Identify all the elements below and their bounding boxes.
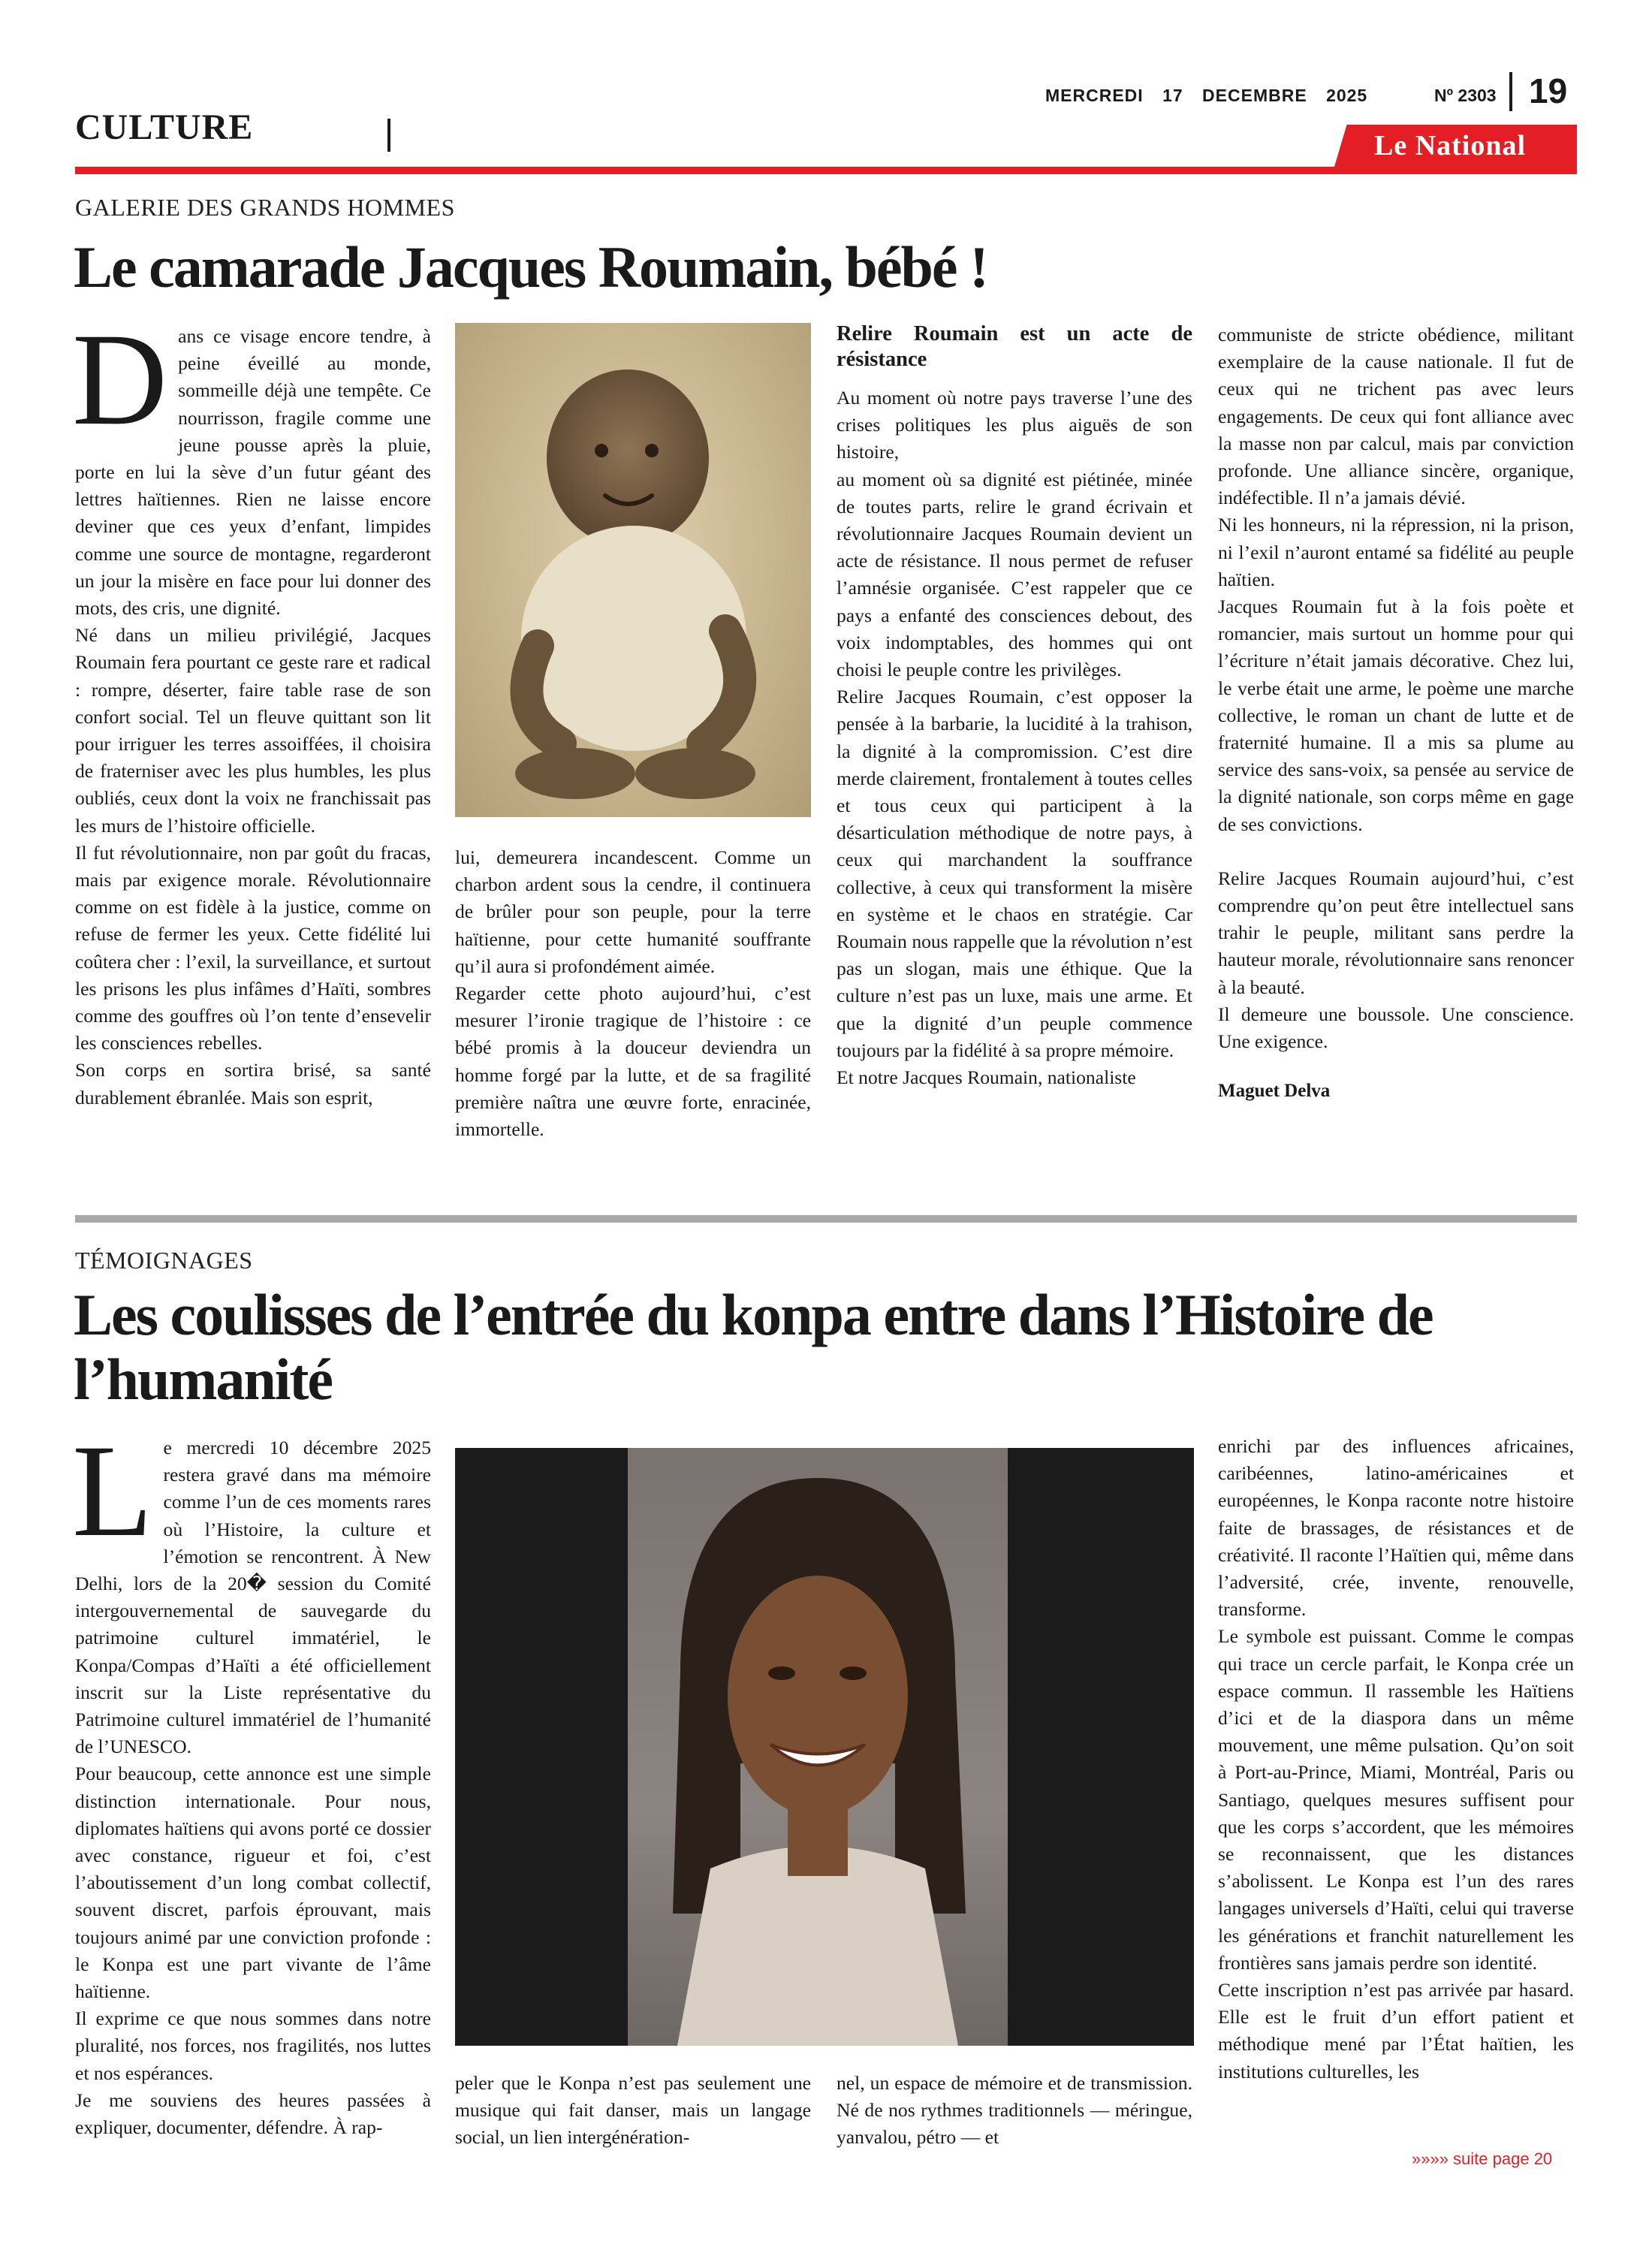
article2-headline <box>74 1283 1575 1412</box>
masthead-logo: Le National <box>1374 130 1527 161</box>
paragraph: Le symbole est puissant. Comme le compas qui trace un cercle parfait, le Konpa crée un espace commun. Il rassemble les Haïtiens d’ici et de la diaspora dans un même mouvement, une même pulsation. Qu’on soit à Port-au-Prince, Miami, Montréal, Paris ou Santiago, quelques mesures suffisent pour que les corps s’accordent, que les mémoires se reconnaissent, que les distances s’abolissent. Le Konpa est l’un des rares langages universels d’Haïti, celui qui traverse les générations et franchit naturellement les frontières sans jamais perdre son identité. <box>1218 1625 1574 1974</box>
section-divider <box>387 119 390 152</box>
date-day: MERCREDI <box>1045 86 1144 105</box>
article-divider <box>75 1215 1577 1223</box>
article2-dropcap: L <box>72 1418 153 1564</box>
header-rule <box>75 167 1577 174</box>
article2-column-3 <box>837 2070 1192 2152</box>
portrait-illustration <box>628 1448 1008 2046</box>
article2-column-1 <box>72 1418 431 2141</box>
paragraph: Cette inscription n’est pas arrivée par hasard. Elle est le fruit d’un effort patient et méthodique mené par l’État haïtien, les institutions culturelles, les <box>1218 1979 1574 2083</box>
paragraph: Relire Jacques Roumain aujourd’hui, c’est comprendre qu’on peut être intellectuel sans trahir le peuple, militant sans perdre la hauteur morale, révolutionnaire sans renoncer à la beauté. <box>1218 867 1574 998</box>
continued-link[interactable]: »»»» suite page 20 <box>1412 2149 1553 2168</box>
article2-kicker: TÉMOIGNAGES <box>75 1247 253 1274</box>
date-number: 17 <box>1162 86 1183 105</box>
paragraph: Il demeure une boussole. Une conscience. Une exigence. <box>1218 1003 1574 1053</box>
article1-byline: Maguet Delva <box>1218 1081 1331 1102</box>
article1-column-4 <box>1218 321 1574 1105</box>
issue-number: Nº 2303 <box>1434 86 1497 105</box>
paragraph: Je me souviens des heures passées à expliquer, documenter, défendre. À rap- <box>75 2089 431 2139</box>
paragraph: Et notre Jacques Roumain, nationaliste <box>837 1066 1136 1089</box>
article1-subhead: Relire Roumain est un acte de résistance <box>837 322 1192 371</box>
paragraph: peler que le Konpa n’est pas seulement une musique qui fait danser, mais un langage social, un lien intergénération- <box>455 2072 811 2149</box>
paragraph: nel, un espace de mémoire et de transmission. Né de nos rythmes traditionnels — méringue, yanvalou, pétro — et <box>837 2072 1192 2149</box>
paragraph: au moment où sa dignité est piétinée, minée de toutes parts, relire le grand écrivain et révolutionnaire Jacques Roumain devient un acte de résistance. Il nous permet de refuser l’amnésie organisée. C’est rappeler que ce pays a enfanté des consciences debout, des voix indomptables, des hommes qui ont choisi le peuple contre les privilèges. <box>837 468 1192 681</box>
page-number-divider <box>1509 72 1512 111</box>
portrait-photo <box>455 1448 1194 2046</box>
paragraph: Il fut révolutionnaire, non par goût du fracas, mais par exigence morale. Révolutionnaire comme on est fidèle à la justice, comme on refuse de fermer les yeux. Cette fidélité lui coûtera cher : l’exil, la surveillance, et surtout les prisons les plus infâmes d’Haïti, sombres comme des gouffres où l’on tente d’ensevelir les consciences rebelles. <box>75 841 431 1054</box>
date-month: DECEMBRE <box>1202 86 1307 105</box>
paragraph: communiste de stricte obédience, militant exemplaire de la cause nationale. Il fut de ceux qui ne trichent pas avec leurs engagements. De ceux qui font alliance avec la masse non par calcul, mais par conviction profonde. Une alliance sincère, organique, indéfectible. Il n’a jamais dévié. <box>1218 324 1574 509</box>
paragraph: Relire Jacques Roumain, c’est opposer la pensée à la barbarie, la lucidité à la trahison, la dignité à la compromission. C’est dire merde clairement, frontalement à toutes celles et tous ceux qui participent à la désarticulation méthodique de notre pays, à ceux qui marchandent la souffrance collective, à ceux qui transforment la misère en système et le chaos en stratégie. Car Roumain nous rappelle que la révolution n’est pas un slogan, mais une éthique. Que la culture n’est pas un luxe, mais une arme. Et que la dignité d’un peuple commence toujours par la fidélité à sa propre mémoire. <box>837 686 1192 1061</box>
paragraph: ans ce visage encore tendre, à peine éveillé au monde, sommeille déjà une tempête. Ce nourrisson, fragile comme une jeune pousse après la pluie, porte en lui la sève d’un futur géant des lettres haïtiennes. Rien ne laisse encore deviner que ces yeux d’enfant, limpides comme une source de montagne, regarderont un jour la misère en face pour lui donner des mots, des cris, une dignité. <box>75 325 431 620</box>
dateline <box>1045 86 1367 106</box>
paragraph: Au moment où notre pays traverse l’une des crises politiques les plus aiguës de son histoire, <box>837 387 1192 463</box>
paragraph: Jacques Roumain fut à la fois poète et romancier, mais surtout un homme pour qui l’écriture n’était jamais décorative. Chez lui, le verbe était une arme, le poème une marche collective, le roman un chant de lutte et de fraternité humaine. Il a mis sa plume au service des sans-voix, sa pensée au service de la dignité nationale, son corps même en gage de ses convictions. <box>1218 596 1574 835</box>
section-title: CULTURE <box>75 107 254 147</box>
paragraph: enrichi par des influences africaines, caribéennes, latino-américaines et européennes, le Konpa raconte notre histoire faite de brassages, de résistances et de créativité. Il raconte l’Haïtien qui, même dans l’adversité, crée, invente, renouvelle, transforme. <box>1218 1435 1574 1621</box>
paragraph: Son corps en sortira brisé, sa santé durablement ébranlée. Mais son esprit, <box>75 1059 431 1108</box>
paragraph: Regarder cette photo aujourd’hui, c’est mesurer l’ironie tragique de l’histoire : ce bébé promis à la douceur deviendra un homme forgé par la lutte, et de sa fragilité première naîtra une œuvre forte, enracinée, immortelle. <box>455 982 811 1141</box>
article1-column-2 <box>455 844 811 1143</box>
paragraph: Il exprime ce que nous sommes dans notre pluralité, nos forces, nos fragilités, nos luttes et nos espérances. <box>75 2007 431 2084</box>
page-number: 19 <box>1529 71 1568 110</box>
article2-headline-line1: Les coulisses de l’entrée du konpa entre dans l’Histoire de <box>74 1282 1433 1347</box>
paragraph: Ni les honneurs, ni la répression, ni la prison, ni l’exil n’auront entamé sa fidélité au peuple haïtien. <box>1218 514 1574 590</box>
baby-illustration <box>455 323 811 817</box>
paragraph: Né dans un milieu privilégié, Jacques Roumain fera pourtant ce geste rare et radical : rompre, déserter, faire table rase de son confort social. Tel un fleuve quittant son lit pour irriguer les terres assoiffées, il choisira de fraterniser avec les plus humbles, les plus oubliés, ceux dont la voix ne franchissait pas les murs de l’histoire officielle. <box>75 624 431 837</box>
article2-headline-line2: l’humanité <box>74 1347 333 1412</box>
date-year: 2025 <box>1326 86 1368 105</box>
paragraph: lui, demeurera incandescent. Comme un charbon ardent sous la cendre, il continuera de brûler pour son peuple, pour la terre haïtienne, pour cette humanité souffrante qu’il aura si profondément aimée. <box>455 846 811 977</box>
article2-column-4 <box>1218 1433 1574 2086</box>
paragraph: e mercredi 10 décembre 2025 restera gravé dans ma mémoire comme l’un de ces moments rares où l’Histoire, la culture et l’émotion se rencontrent. À New Delhi, lors de la 20� session du Comité intergouvernemental de sauvegarde du patrimoine culturel immatériel, le Konpa/Compas d’Haïti a été officiellement inscrit sur la Liste représentative du Patrimoine culturel immatériel de l’humanité de l’UNESCO. <box>75 1437 431 1758</box>
article1-column-1 <box>72 306 431 1111</box>
article1-column-3 <box>837 321 1192 1091</box>
article2-column-2 <box>455 2070 811 2152</box>
article1-kicker: GALERIE DES GRANDS HOMMES <box>75 194 455 221</box>
article1-headline: Le camarade Jacques Roumain, bébé ! <box>74 234 987 300</box>
baby-photo <box>455 323 811 817</box>
article1-dropcap: D <box>72 306 168 453</box>
paragraph: Pour beaucoup, cette annonce est une simple distinction internationale. Pour nous, diplomates haïtiens qui avons porté ce dossier avec constance, rigueur et foi, c’est l’aboutissement d’un long combat collectif, souvent discret, parfois éprouvant, mais toujours animé par une conviction profonde : le Konpa est une part vivante de l’âme haïtienne. <box>75 1763 431 2003</box>
